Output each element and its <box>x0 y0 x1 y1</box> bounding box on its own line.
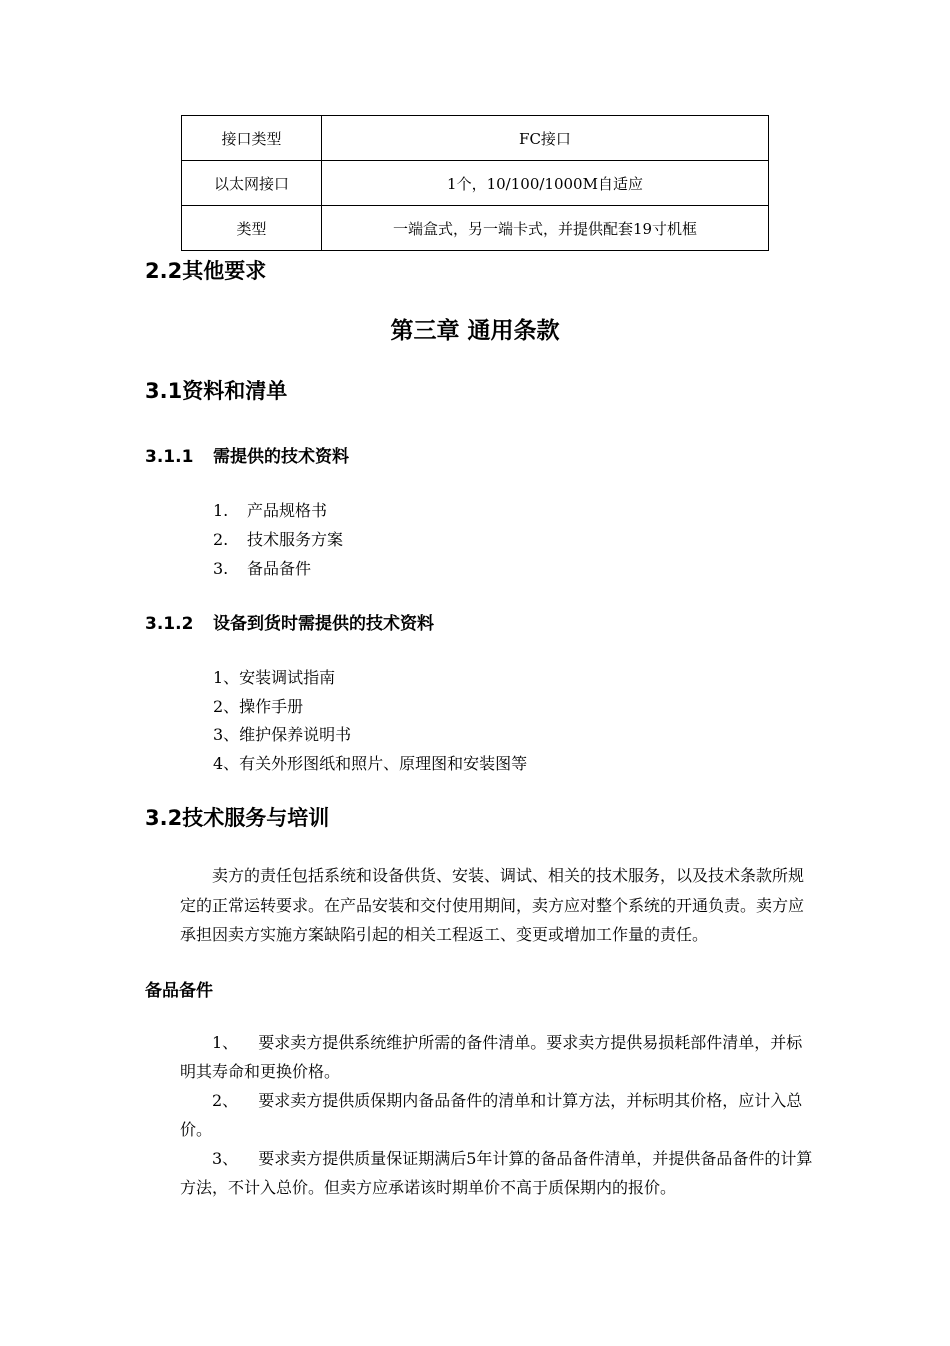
list-item <box>180 1086 815 1144</box>
list-item <box>180 1028 815 1086</box>
list-item <box>213 527 343 550</box>
table-cell-value: FC接口 <box>322 116 769 161</box>
list-item <box>213 498 327 521</box>
list-item-number: 3. <box>213 559 229 578</box>
list-item: 1、安装调试指南 <box>213 668 336 687</box>
list-item-text: 产品规格书 <box>247 501 328 520</box>
section-number: 3.1.1 <box>145 447 194 467</box>
list-item: 4、有关外形图纸和照片、原理图和安装图等 <box>213 754 528 773</box>
heading-other-requirements: 2.2其他要求 <box>145 259 267 283</box>
chapter-title: 第三章 通用条款 <box>390 318 560 344</box>
table-row <box>182 206 769 251</box>
spare-parts-list <box>180 1028 815 1202</box>
list-item-number: 1. <box>213 501 229 520</box>
heading-3-1-1 <box>145 442 349 467</box>
list-item: 3、维护保养说明书 <box>213 725 352 744</box>
list-item-number: 3、 <box>212 1149 239 1168</box>
table-cell-key: 以太网接口 <box>182 161 322 206</box>
table-cell-key: 接口类型 <box>182 116 322 161</box>
table-cell-key: 类型 <box>182 206 322 251</box>
list-item <box>213 556 311 579</box>
service-paragraph: 卖方的责任包括系统和设备供货、安装、调试、相关的技术服务，以及技术条款所规定的正常运转要求。在产品安装和交付使用期间，卖方应对整个系统的开通负责。卖方应承担因卖方实施方案缺陷引起的相关工程返工、变更或增加工作量的责任。 <box>180 866 805 944</box>
list-item-text: 备品备件 <box>247 559 312 578</box>
list-item-text: 要求卖方提供质保期内备品备件的清单和计算方法，并标明其价格，应计入总价。 <box>180 1091 803 1139</box>
heading-3-1-2 <box>145 609 434 634</box>
list-item-text: 要求卖方提供质量保证期满后5年计算的备品备件清单，并提供备品备件的计算方法，不计入总价。但卖方应承诺该时期单价不高于质保期内的报价。 <box>180 1149 813 1197</box>
section-title: 需提供的技术资料 <box>213 447 349 467</box>
heading-spare-parts: 备品备件 <box>145 981 213 1001</box>
spec-table <box>181 115 769 251</box>
list-item-number: 1、 <box>212 1033 239 1052</box>
list-item: 2、操作手册 <box>213 697 304 716</box>
heading-materials-list: 3.1资料和清单 <box>145 379 288 403</box>
table-row <box>182 116 769 161</box>
list-item-text: 要求卖方提供系统维护所需的备件清单。要求卖方提供易损耗部件清单，并标明其寿命和更换价格。 <box>180 1033 803 1081</box>
section-title: 设备到货时需提供的技术资料 <box>213 614 434 634</box>
list-item-number: 2. <box>213 530 229 549</box>
section-number: 3.1.2 <box>145 614 194 634</box>
table-row <box>182 161 769 206</box>
table-cell-value: 1个，10/100/1000M自适应 <box>322 161 769 206</box>
table-cell-value: 一端盒式，另一端卡式，并提供配套19寸机框 <box>322 206 769 251</box>
list-item-text: 技术服务方案 <box>247 530 344 549</box>
heading-technical-service: 3.2技术服务与培训 <box>145 806 330 830</box>
list-item <box>180 1144 815 1202</box>
list-item-number: 2、 <box>212 1091 239 1110</box>
